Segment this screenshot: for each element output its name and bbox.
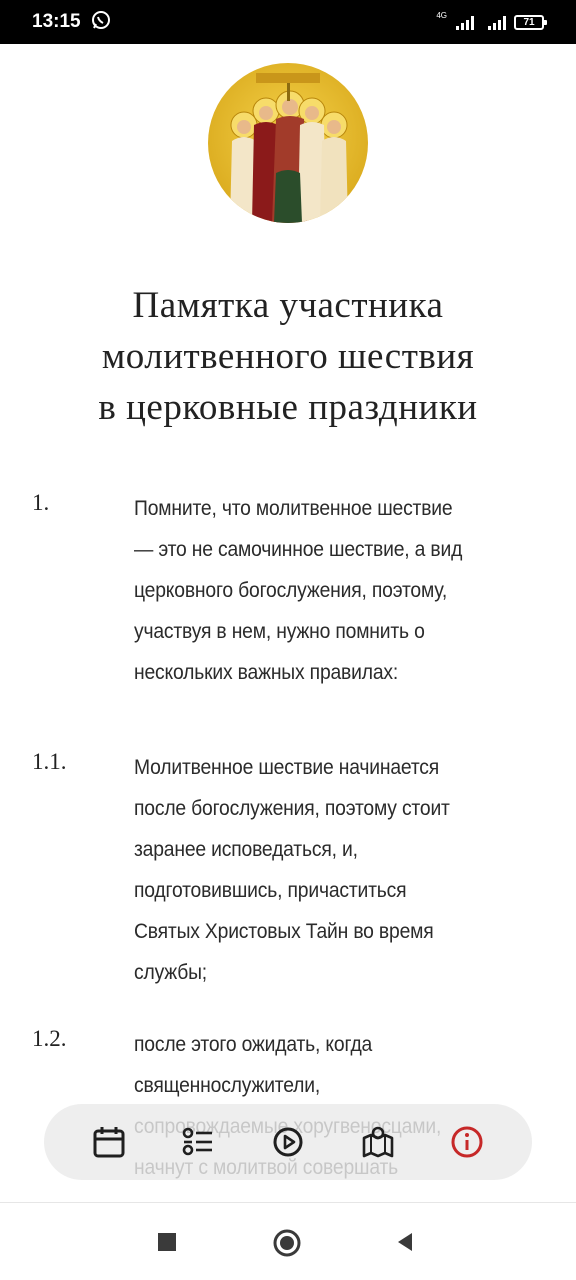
item-text xyxy=(134,747,511,993)
back-button[interactable] xyxy=(394,1231,416,1253)
whatsapp-icon xyxy=(91,10,111,35)
calendar-button[interactable] xyxy=(89,1122,129,1162)
text-line: Помните, что молитвенное шествие xyxy=(134,497,453,520)
status-time: 13:15 xyxy=(32,11,81,32)
signal-icon-2 xyxy=(488,14,506,30)
list-button[interactable] xyxy=(178,1122,218,1162)
text-line: нескольких важных правилах: xyxy=(134,661,399,684)
info-icon xyxy=(449,1124,485,1160)
map-button[interactable] xyxy=(358,1122,398,1162)
item-number: 1. xyxy=(32,490,50,515)
text-line: участвуя в нем, нужно помнить о xyxy=(134,620,425,643)
saints-icon-image xyxy=(208,63,368,223)
item-number: 1.2. xyxy=(32,1026,67,1051)
calendar-icon xyxy=(91,1124,127,1160)
recents-button[interactable] xyxy=(156,1231,178,1253)
title-line: молитвенного шествия xyxy=(101,336,475,377)
item-text xyxy=(134,488,511,693)
text-line: службы; xyxy=(134,961,207,984)
text-line: после богослужения, поэтому стоит xyxy=(134,797,450,820)
play-button[interactable] xyxy=(268,1122,308,1162)
item-number: 1.1. xyxy=(32,749,67,774)
recents-icon xyxy=(156,1231,178,1253)
battery-level: 71 xyxy=(523,16,535,28)
text-line: священнослужители, xyxy=(134,1074,321,1097)
info-button[interactable] xyxy=(447,1122,487,1162)
network-type: 4G xyxy=(436,10,447,20)
text-line: заранее исповедаться, и, xyxy=(134,838,358,861)
home-icon xyxy=(272,1228,302,1258)
title-line: в церковные праздники xyxy=(98,387,478,428)
back-icon xyxy=(394,1231,416,1253)
list-icon xyxy=(180,1124,216,1160)
text-line: Святых Христовых Тайн во время xyxy=(134,920,434,943)
home-button[interactable] xyxy=(272,1228,302,1258)
page-title xyxy=(0,280,576,433)
text-line: церковного богослужения, поэтому, xyxy=(134,579,448,602)
status-bar xyxy=(0,0,576,44)
text-line: подготовившись, причаститься xyxy=(134,879,407,902)
system-navigation-bar xyxy=(0,1203,576,1280)
battery-icon xyxy=(514,15,544,30)
bottom-navigation xyxy=(44,1104,532,1180)
play-icon xyxy=(270,1124,306,1160)
signal-icon xyxy=(456,14,474,30)
title-line: Памятка участника xyxy=(132,285,444,326)
text-line: Молитвенное шествие начинается xyxy=(134,756,440,779)
text-line: после этого ожидать, когда xyxy=(134,1033,373,1056)
text-line: — это не самочинное шествие, а вид xyxy=(134,538,463,561)
map-icon xyxy=(360,1124,396,1160)
